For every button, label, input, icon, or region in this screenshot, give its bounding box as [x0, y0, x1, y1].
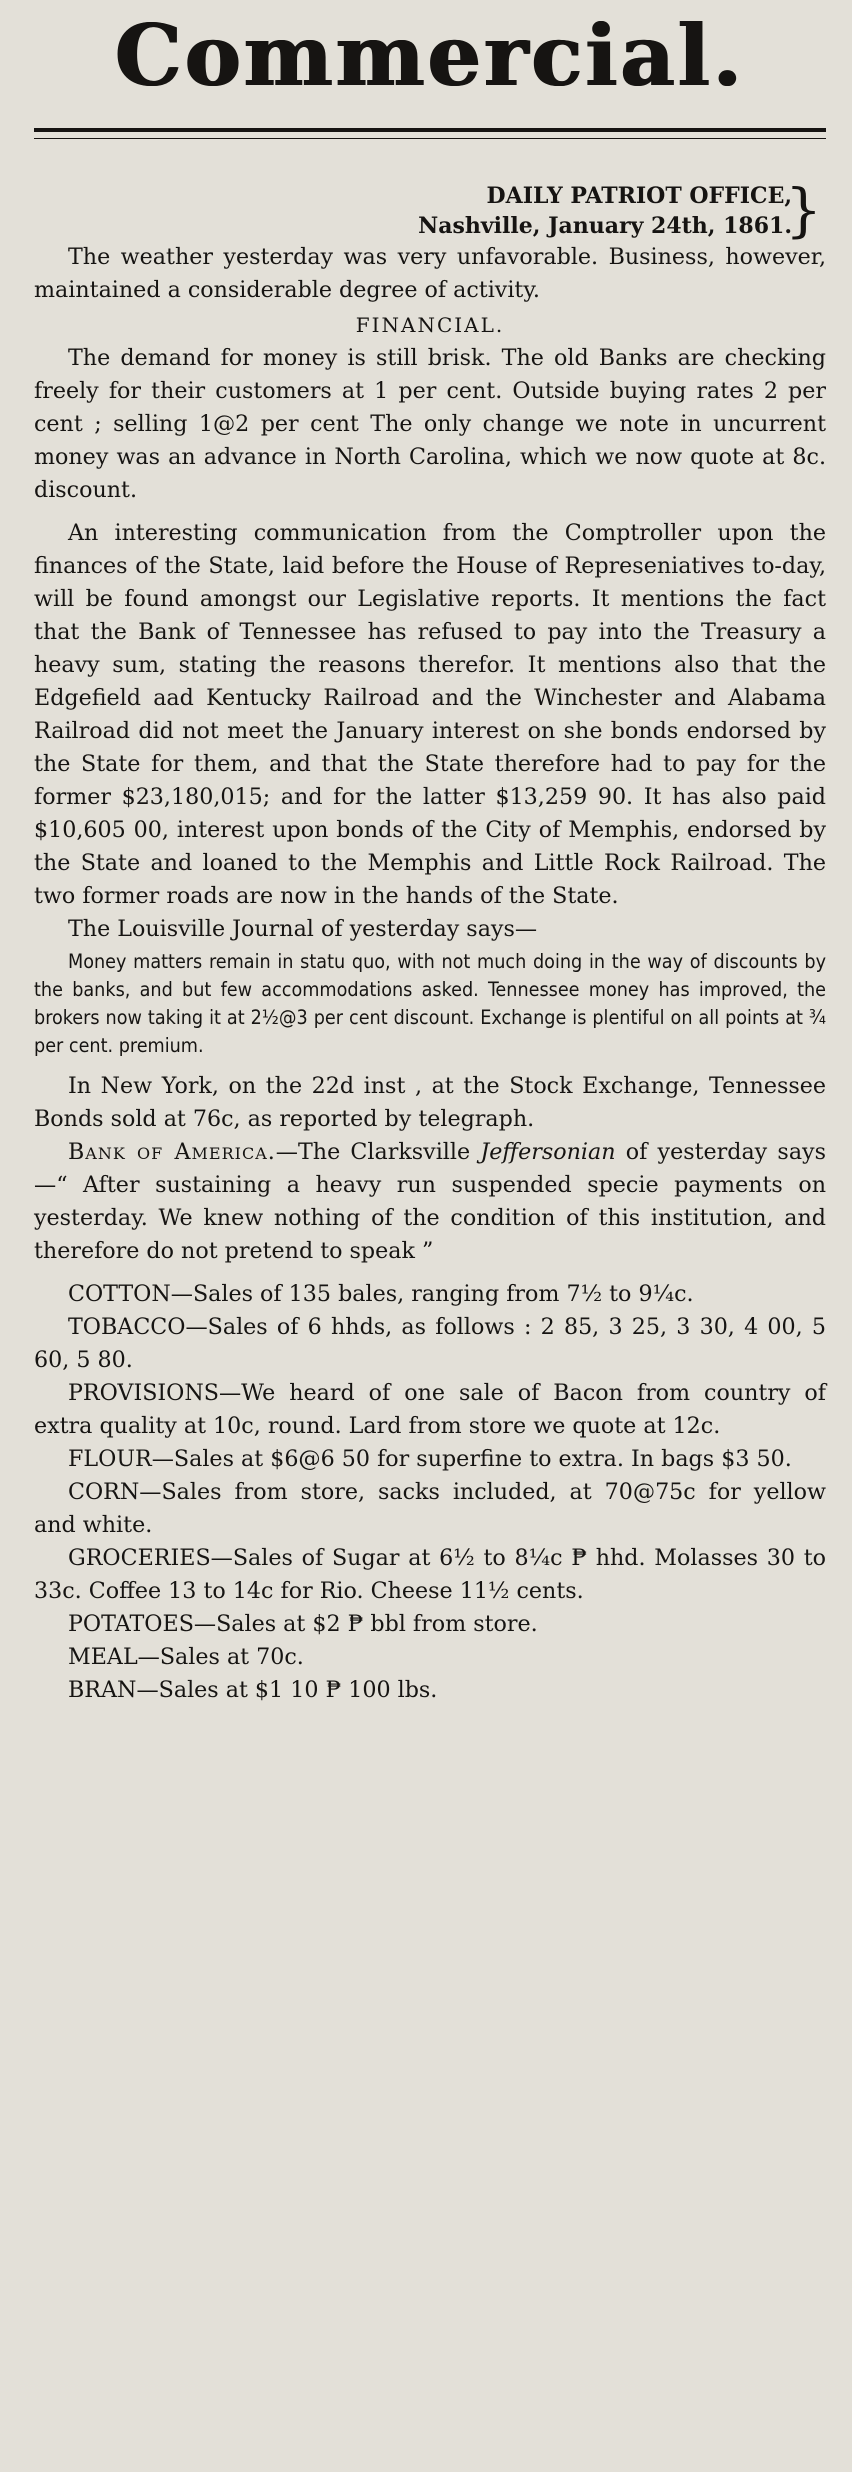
- market-flour: FLOUR—Sales at $6@6 50 for superfine to extra. In bags $3 50.: [68, 1446, 792, 1472]
- market-provisions: PROVISIONS—We heard of one sale of Bacon from country of extra quality at 10c, round. Lard from store we quote at 12c.: [34, 1380, 826, 1439]
- article-body: [34, 241, 826, 1707]
- market-meal: MEAL—Sales at 70c.: [68, 1644, 304, 1670]
- market-groceries: GROCERIES—Sales of Sugar at 6½ to 8¼c ₱ hhd. Molasses 30 to 33c. Coffee 13 to 14c for Rio. Cheese 11½ cents.: [34, 1545, 826, 1604]
- bank-of-america-paper: Jeffersonian: [480, 1139, 616, 1165]
- masthead-rule-thin: [34, 138, 826, 139]
- financial-paragraph-1: The demand for money is still brisk. The old Banks are checking freely for their customers at 1 per cent. Outside buying rates 2 per cent ; selling 1@2 per cent The only change we note in uncurrent money was an advance in North Carolina, which we now quote at 8c. discount.: [34, 345, 826, 503]
- market-potatoes: POTATOES—Sales at $2 ₱ bbl from store.: [68, 1611, 538, 1637]
- louisville-quote: Money matters remain in statu quo, with not much doing in the way of discounts by the banks, and but few accommodations asked. Tennessee money has improved, the brokers now taking it at 2½@3 per cent discount. Exchange is plentiful on all points at ¾ per cent. premium.: [34, 950, 826, 1057]
- masthead-title: Commercial.: [115, 6, 745, 105]
- financial-heading: FINANCIAL.: [355, 313, 505, 337]
- bank-of-america-lead: —The Clarksville: [275, 1139, 481, 1165]
- dateline-brace: }: [785, 176, 822, 244]
- market-cotton: COTTON—Sales of 135 bales, ranging from 7½ to 9¼c.: [68, 1281, 694, 1307]
- bank-of-america-paragraph: [34, 1136, 826, 1268]
- dateline-office: DAILY PATRIOT OFFICE,: [486, 183, 792, 209]
- bank-of-america-text: of yesterday says—“ After sustaining a heavy run suspended specie payments on yesterday. We knew nothing of the condition of this institution, and therefore do not pretend to speak ”: [34, 1139, 826, 1264]
- financial-paragraph-2: An interesting communication from the Comptroller upon the finances of the State, laid before the House of Represeniatives to-day, will be found amongst our Legislative reports. It mentions the fact that the Bank of Tennessee has refused to pay into the Treasury a heavy sum, stating the reasons therefor. It mentions also that the Edgefield aad Kentucky Railroad and the Winchester and Alabama Railroad did not meet the January interest on she bonds endorsed by the State for them, and that the State therefore had to pay for the former $23,180,015; and for the latter $13,259 90. It has also paid $10,605 00, interest upon bonds of the City of Memphis, endorsed by the State and loaned to the Memphis and Little Rock Railroad. The two former roads are now in the hands of the State.: [34, 520, 826, 909]
- new-york-paragraph: In New York, on the 22d inst , at the Stock Exchange, Tennessee Bonds sold at 76c, as reported by telegraph.: [34, 1073, 826, 1132]
- masthead-rule-thick: [34, 128, 826, 132]
- market-bran: BRAN—Sales at $1 10 ₱ 100 lbs.: [68, 1677, 438, 1703]
- dateline: [34, 176, 826, 244]
- intro-paragraph: The weather yesterday was very unfavorable. Business, however, maintained a considerable degree of activity.: [34, 244, 826, 303]
- market-corn: CORN—Sales from store, sacks included, at 70@75c for yellow and white.: [34, 1479, 826, 1538]
- louisville-intro: The Louisville Journal of yesterday says—: [68, 916, 538, 942]
- bank-of-america-title: Bank of America.: [68, 1139, 276, 1165]
- dateline-date: Nashville, January 24th, 1861.: [418, 213, 792, 239]
- market-tobacco: TOBACCO—Sales of 6 hhds, as follows : 2 85, 3 25, 3 30, 4 00, 5 60, 5 80.: [34, 1314, 826, 1373]
